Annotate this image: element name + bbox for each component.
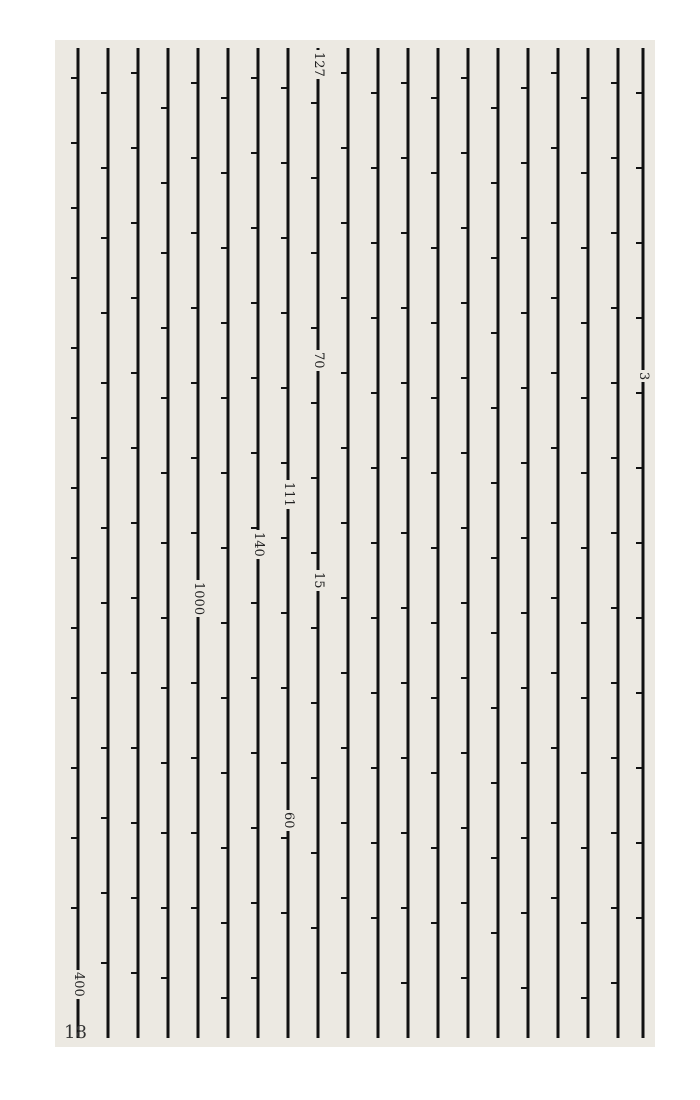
inline-numeral: 127 <box>307 50 329 79</box>
text-column-16 <box>518 48 538 1038</box>
inline-numeral: 1000 <box>187 580 209 617</box>
text-column-15 <box>488 48 508 1038</box>
inline-numeral: 400 <box>67 970 89 999</box>
text-column-18 <box>578 48 598 1038</box>
text-column-5 <box>188 48 208 1038</box>
text-column-14 <box>458 48 478 1038</box>
text-column-11 <box>368 48 388 1038</box>
inline-numeral: 111 <box>277 480 299 509</box>
inline-numeral: 15 <box>307 570 329 591</box>
page <box>55 40 655 1047</box>
text-column-8 <box>278 48 298 1038</box>
text-column-13 <box>428 48 448 1038</box>
text-column-6 <box>218 48 238 1038</box>
text-column-9 <box>308 48 328 1038</box>
text-column-17 <box>548 48 568 1038</box>
text-column-19 <box>608 48 628 1038</box>
inline-numeral: 140 <box>247 530 269 559</box>
text-column-20 <box>633 48 653 1038</box>
text-column-2 <box>98 48 118 1038</box>
inline-numeral: 60 <box>277 810 299 831</box>
text-column-12 <box>398 48 418 1038</box>
text-column-4 <box>158 48 178 1038</box>
inline-numeral: 70 <box>307 350 329 371</box>
page-number: 18 <box>64 1022 87 1043</box>
inline-numeral: 3 <box>632 370 654 382</box>
text-column-10 <box>338 48 358 1038</box>
text-column-1 <box>68 48 88 1038</box>
text-column-3 <box>128 48 148 1038</box>
